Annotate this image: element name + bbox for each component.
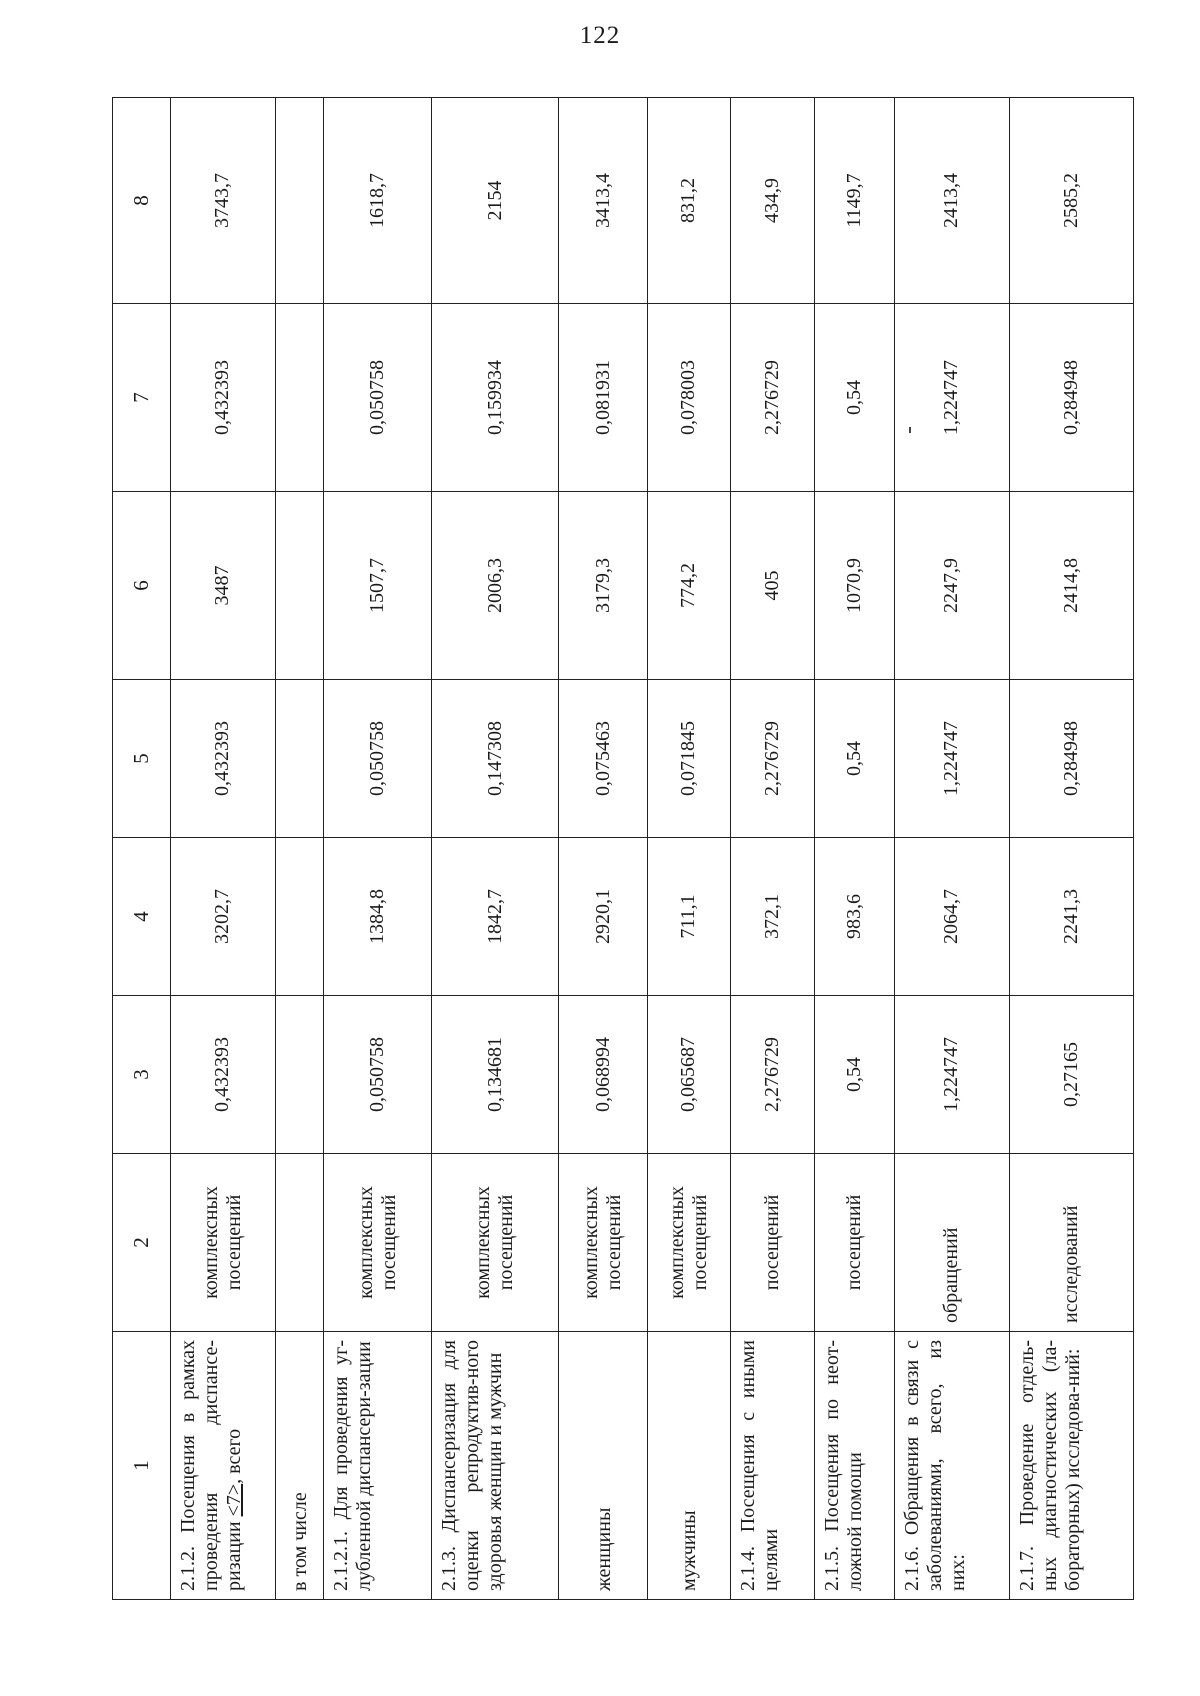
table-cell: 0,432393 [170,304,275,492]
table-cell: 2154 [431,98,558,304]
row-unit: посещений [730,1154,814,1332]
row-unit [275,1154,324,1332]
table-row [894,98,1009,1600]
table-cell: 2413,4 [894,98,1009,304]
table-cell: 0,54 [815,996,895,1154]
table-cell: 774,2 [647,492,730,680]
row-unit: комплексных посещений [170,1154,275,1332]
table-row [1009,98,1133,1600]
table-cell: 0,27165 [1009,996,1133,1154]
row-unit: исследований [1009,1154,1133,1332]
table-cell: 0,075463 [559,680,648,838]
table-row [431,98,558,1600]
table-cell: 1,224747 [894,996,1009,1154]
table-cell: 2247,9 [894,492,1009,680]
row-unit: комплексных посещений [559,1154,648,1332]
footnote-ref-link[interactable]: <7> [222,1483,245,1517]
table-cell: 983,6 [815,838,895,996]
table-cell: 0,432393 [170,680,275,838]
table-cell: 711,1 [647,838,730,996]
table-cell [275,98,324,304]
table-cell: 3179,3 [559,492,648,680]
row-unit: комплексных посещений [324,1154,431,1332]
row-name [170,1332,275,1600]
column-header: 6 [113,492,171,680]
table-cell: 0,432393 [170,996,275,1154]
table-cell: 405 [730,492,814,680]
row-name: женщины [559,1332,648,1600]
column-header: 7 [113,304,171,492]
table-cell: 3743,7 [170,98,275,304]
table-cell: 2006,3 [431,492,558,680]
row-unit: комплексных посещений [431,1154,558,1332]
column-header: 5 [113,680,171,838]
table-cell: 2,276729 [730,680,814,838]
table-cell: 0,078003 [647,304,730,492]
table-cell: 0,134681 [431,996,558,1154]
scan-speck [909,427,911,433]
table-cell: 1507,7 [324,492,431,680]
row-unit: обращений [894,1154,1009,1332]
row-name: 2.1.3. Диспансеризация для оценки репродуктив-ного здоровья женщин и мужчин [431,1332,558,1600]
table-cell: 2,276729 [730,304,814,492]
row-name: 2.1.4. Посещения с иными целями [730,1332,814,1600]
table-cell: 1384,8 [324,838,431,996]
row-name: 2.1.5. Посещения по неот-ложной помощи [815,1332,895,1600]
table-cell: 0,050758 [324,996,431,1154]
table-cell: 0,071845 [647,680,730,838]
column-header: 2 [113,1154,171,1332]
table-cell: 2585,2 [1009,98,1133,304]
table-cell: 372,1 [730,838,814,996]
row-unit: комплексных посещений [647,1154,730,1332]
header-row [113,98,171,1600]
table-cell: 831,2 [647,98,730,304]
table-cell: 0,068994 [559,996,648,1154]
row-unit: посещений [815,1154,895,1332]
table-cell [275,680,324,838]
table-cell [275,996,324,1154]
column-header: 4 [113,838,171,996]
row-name: мужчины [647,1332,730,1600]
table-cell [275,838,324,996]
column-header: 1 [113,1332,171,1600]
table-row [170,98,275,1600]
tariff-table [112,97,1134,1600]
table-row [647,98,730,1600]
table-cell: 2920,1 [559,838,648,996]
table-cell: 0,159934 [431,304,558,492]
row-name: 2.1.6. Обращения в связи с заболеваниями, всего, из них: [894,1332,1009,1600]
table-cell: 2,276729 [730,996,814,1154]
table-cell [275,492,324,680]
table-cell: 0,081931 [559,304,648,492]
page-number: 122 [579,22,621,49]
table-cell: 2064,7 [894,838,1009,996]
table-row [275,98,324,1600]
table-cell: 3487 [170,492,275,680]
row-name-text: , всего [222,1428,245,1484]
table-row [730,98,814,1600]
row-name: в том числе [275,1332,324,1600]
table-cell: 1149,7 [815,98,895,304]
column-header: 8 [113,98,171,304]
rotated-table-frame [112,98,1134,1600]
table-cell: 3413,4 [559,98,648,304]
table-cell: 0,147308 [431,680,558,838]
table-cell: 0,284948 [1009,680,1133,838]
table-cell: 0,050758 [324,680,431,838]
table-cell: 1,224747 [894,304,1009,492]
table-cell: 2241,3 [1009,838,1133,996]
table-cell: 0,54 [815,304,895,492]
table-cell: 1070,9 [815,492,895,680]
row-name-text: 2.1.2. Посещения в рамках проведения диспансе-ризации [176,1340,245,1591]
table-cell: 0,54 [815,680,895,838]
table-cell: 2414,8 [1009,492,1133,680]
column-header: 3 [113,996,171,1154]
row-name: 2.1.2.1. Для проведения уг-лубленной диспансери-зации [324,1332,431,1600]
table-cell: 434,9 [730,98,814,304]
table-row [815,98,895,1600]
table-row [559,98,648,1600]
table-cell: 1618,7 [324,98,431,304]
table-cell: 3202,7 [170,838,275,996]
table-cell: 0,050758 [324,304,431,492]
table-cell [275,304,324,492]
table-cell: 0,284948 [1009,304,1133,492]
table-cell: 0,065687 [647,996,730,1154]
table-cell: 1,224747 [894,680,1009,838]
row-name: 2.1.7. Проведение отдель-ных диагностических (ла-бораторных) исследова-ний: [1009,1332,1133,1600]
table-cell: 1842,7 [431,838,558,996]
table-row [324,98,431,1600]
